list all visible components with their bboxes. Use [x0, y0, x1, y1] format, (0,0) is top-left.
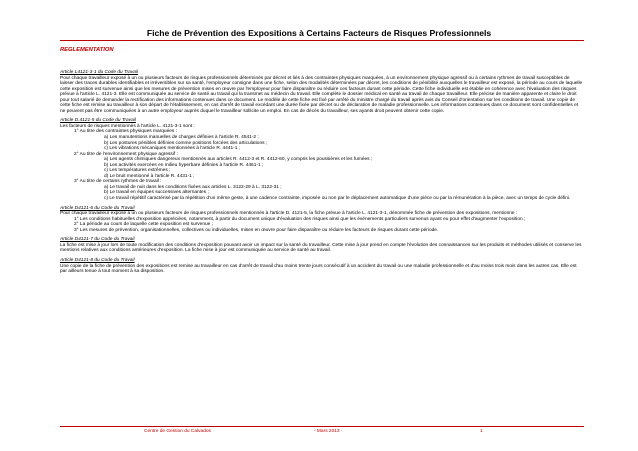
- article-heading: Article D4121-8 du Code du Travail: [60, 257, 135, 263]
- list-item: 3° Les mesures de prévention, organisationnelles, collectives ou individuelles, mises en œuvre pour faire disparaître ou réduire les facteurs de risques durant cette période.: [74, 227, 439, 233]
- article-text: Une copie de la fiche de prévention des expositions est remise au travailleur en cas d'arrêt de travail d'au moins trente jours consécutif à un accident du travail ou une maladie professionnelle et d'au moins trois mois dans les autres cas. Elle est par ailleurs tenue à tout moment à sa disposition.: [60, 263, 577, 275]
- list-item: c) Le travail répétitif caractérisé par la répétition d'un même geste, à une cadence contrainte, imposée ou non par le déplacement automatique d'une pièce ou par la rémunération à la pièce, avec un temps de cycle défini.: [104, 196, 571, 202]
- list-group: 1° Au titre des contraintes physiques marquées :: [74, 129, 177, 135]
- article-text: Pour chaque travailleur exposé à un ou plusieurs facteurs de risques professionnels déterminés par décret et liés à des contraintes physiques marquées, à un environnement physique agressif ou à certains rythmes de travail susceptibles de laisser des traces durables identifiables et irréversibles sur sa santé, l'employeur consigne dans une fiche, selon des modalités déterminées par décret, les conditions de pénibilité auxquelles le travailleur est exposé, la période au cours de laquelle cette exposition est survenue ainsi que les mesures de prévention mises en œuvre par l'employeur pour faire disparaître ou réduire ces facteurs durant cette période. Cette fiche individuelle est établie en cohérence avec l'évaluation des risques prévue à l'article L. 4121-3. Elle est communiquée au service de santé au travail qui la transmet au médecin du travail. Elle complète le dossier médical en santé au travail de chaque travailleur. Elle précise de manière apparente et claire le droit pour tout salarié de demander la rectification des informations contenues dans ce document. Le modèle de cette fiche est fixé par arrêté du ministre chargé du travail après avis du Conseil d'orientation sur les conditions de travail. Une copie de cette fiche est remise au travailleur à son départ de l'établissement, en cas d'arrêt de travail excédant une durée fixée par décret ou de déclaration de maladie professionnelle. Les informations contenues dans ce document sont confidentielles et ne peuvent pas être communiquées à un autre employeur auprès duquel le travailleur sollicite un emploi. En cas de décès du travailleur, ses ayants droit peuvent obtenir cette copie.: [60, 75, 583, 114]
- list-item: c) Les températures extrêmes ;: [104, 168, 171, 174]
- page-title: Fiche de Prévention des Expositions à Certains Facteurs de Risques Professionnels: [146, 28, 492, 38]
- list-item: a) Les agents chimiques dangereux mentionnés aux articles R. 4412-3 et R. 4412-60, y compris les poussières et les fumées ;: [104, 157, 373, 163]
- section-heading: REGLEMENTATION: [60, 47, 114, 53]
- list-item: d) Le bruit mentionné à l'article R. 4431-1 ;: [104, 173, 195, 179]
- list-item: 1° Les conditions habituelles d'exposition appréciées, notamment, à partir du document unique d'évaluation des risques ainsi que les événements particuliers survenus ayant eu pour effet d'augmenter l'exposition ;: [74, 216, 526, 222]
- list-item: c) Les vibrations mécaniques mentionnées à l'article R. 4441-1 ;: [104, 146, 241, 152]
- article-heading: Article L4121-3-1 du Code du Travail: [60, 70, 139, 75]
- article-intro: Les facteurs de risques mentionnés à l'article L. 4121-3-1 sont :: [60, 123, 195, 129]
- article-text: La fiche est mise à jour lors de toute modification des conditions d'exposition pouvant avoir un impact sur la santé du travailleur. Cette mise à jour prend en compte l'évolution des connaissances sur les produits et méthodes utilisés et conserve les mentions relatives aux conditions antérieures d'exposition. La fiche mise à jour est communiquée au service de santé au travail.: [60, 242, 582, 254]
- list-item: b) Les postures pénibles définies comme positions forcées des articulations ;: [104, 140, 268, 146]
- article-text: Pour chaque travailleur exposé à un ou plusieurs facteurs de risques professionnels mentionnés à l'article D. 4121-5, la fiche prévue à l'article L. 4121-3-1, dénommée fiche de prévention des expositions, mentionne :: [60, 211, 518, 217]
- list-item: b) Les activités exercées en milieu hyperbare définies à l'article R. 4461-1 ;: [104, 162, 264, 168]
- list-item: a) Les manutentions manuelles de charges définies à l'article R. 4541-2 ;: [104, 135, 259, 141]
- document-body: [60, 66, 584, 275]
- list-item: b) Le travail en équipes successives alternantes ;: [104, 190, 209, 196]
- footer-date: - Mars 2013 -: [314, 429, 343, 434]
- footer-organisation: Centre de Gestion du Calvados: [144, 429, 211, 434]
- list-group: 2° Au titre de l'environnement physique agressif :: [74, 151, 178, 157]
- list-item: 2° La période au cours de laquelle cette exposition est survenue ;: [74, 222, 213, 228]
- article-heading: Article D4121-6 du Code du Travail: [60, 205, 135, 211]
- page-number: 1: [480, 429, 483, 434]
- list-group: 3° Au titre de certains rythmes de travail :: [74, 179, 162, 185]
- article-heading: Article D.4121-5 du Code du Travail: [60, 118, 136, 124]
- list-item: a) Le travail de nuit dans les conditions fixées aux articles L. 3122-29 à L. 3122-31 ;: [104, 184, 282, 190]
- article-heading: Article D4121-7 du Code du Travail: [60, 237, 135, 243]
- header-rule: [60, 40, 584, 41]
- footer-rule: [60, 426, 584, 427]
